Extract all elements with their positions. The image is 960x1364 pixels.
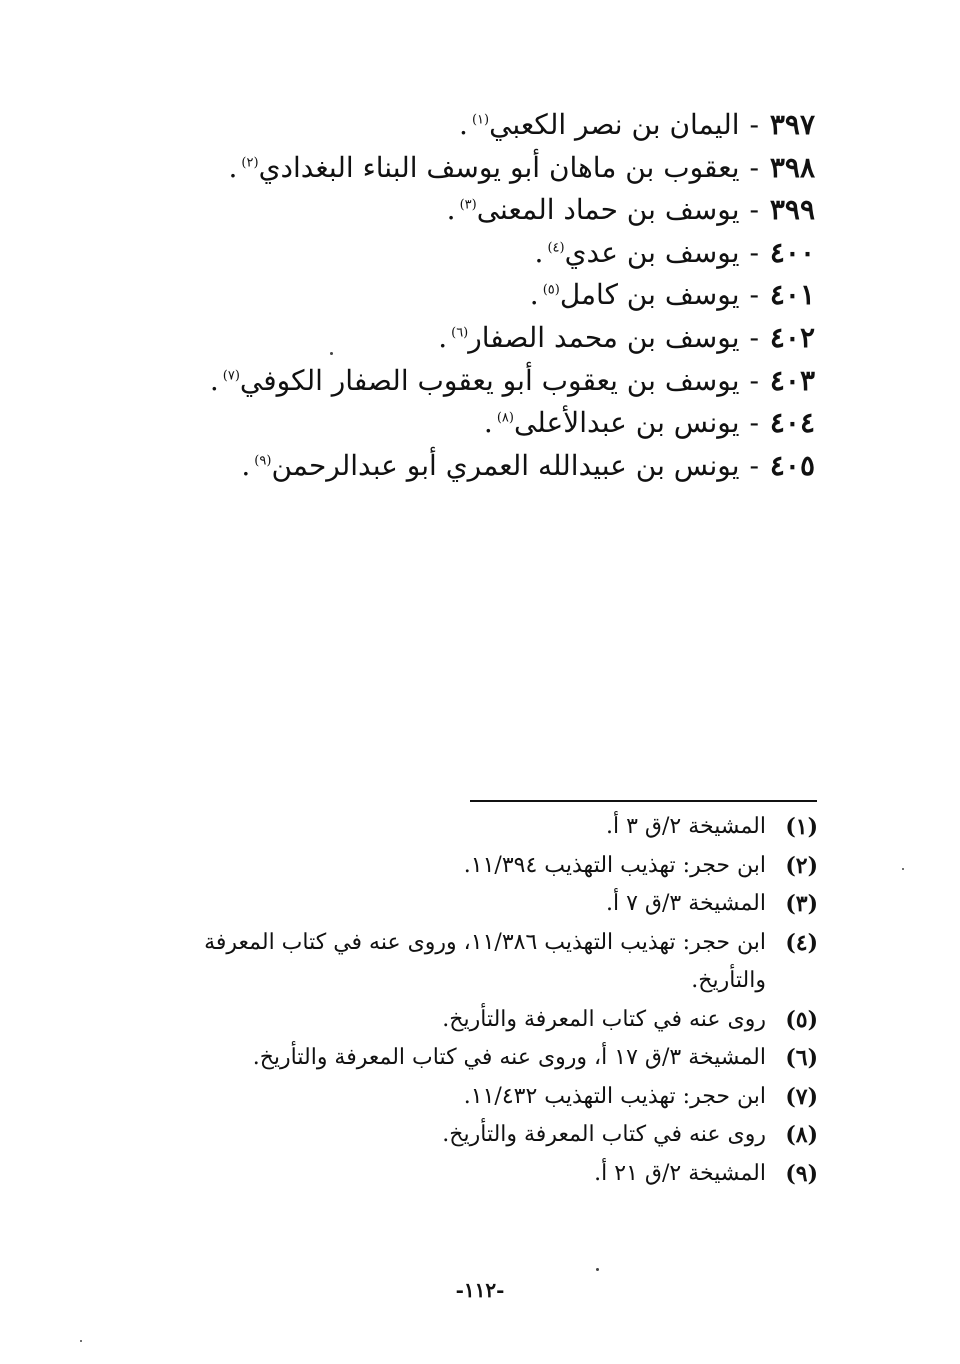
entry-terminator: . — [534, 235, 544, 269]
entry-name: يوسف بن عدي — [564, 235, 740, 269]
footnote-reference: (٥) — [542, 283, 560, 299]
entry-name: يونس بن عبدالأعلى — [513, 406, 740, 440]
entry-terminator: . — [459, 108, 468, 141]
footnote — [180, 1116, 818, 1155]
footnote-reference: (٦) — [451, 325, 469, 341]
footnote — [180, 847, 818, 886]
narrator-entry — [150, 147, 815, 190]
entry-number: ٣٩٧ — [769, 108, 815, 141]
scan-speck — [330, 352, 333, 355]
entry-number: ٤٠١ — [769, 278, 815, 312]
entry-number: ٣٩٨ — [769, 150, 815, 184]
entry-terminator: . — [529, 278, 539, 312]
scan-speck — [596, 1268, 599, 1271]
entry-separator: - — [749, 108, 759, 141]
footnote-text: المشيخة ٣/ق ١٧ أ، وروى عنه في كتاب المعرفة والتأريخ. — [252, 1045, 766, 1070]
scan-speck — [902, 868, 904, 870]
entry-separator: - — [749, 406, 759, 440]
footnote-reference: (٩) — [254, 453, 272, 469]
entry-number: ٤٠٥ — [769, 448, 815, 482]
entry-separator: - — [749, 193, 759, 227]
footnote-text: ابن حجر: تهذيب التهذيب ١١/٣٩٤. — [463, 852, 766, 878]
footnote-reference: (٨) — [496, 410, 514, 426]
footnote-number: (٥) — [785, 1006, 818, 1033]
footnote-text: المشيخة ٢/ق ٢١ أ. — [594, 1160, 766, 1186]
narrator-entry — [150, 445, 815, 488]
entry-separator: - — [749, 320, 759, 354]
narrator-list — [150, 104, 815, 487]
entry-separator: - — [749, 363, 759, 397]
footnote-number: (٢) — [785, 852, 818, 879]
entry-number: ٤٠٤ — [769, 406, 815, 440]
entry-terminator: . — [438, 320, 448, 354]
entry-number: ٣٩٩ — [769, 193, 815, 227]
entry-number: ٤٠٣ — [769, 363, 815, 397]
entry-name: يوسف بن كامل — [559, 278, 740, 312]
footnote-reference: (٤) — [547, 240, 565, 256]
entry-terminator: . — [483, 406, 493, 440]
footnote-text: ابن حجر: تهذيب التهذيب ١١/٣٨٦، وروى عنه في كتاب المعرفة والتأريخ. — [204, 929, 766, 993]
entry-name: يوسف بن يعقوب أبو يعقوب الصفار الكوفي — [239, 363, 740, 397]
footnote-number: (٦) — [785, 1045, 818, 1071]
footnote-text: روى عنه في كتاب المعرفة والتأريخ. — [442, 1006, 766, 1032]
footnote-number: (٧) — [785, 1083, 818, 1110]
scan-speck — [80, 1340, 82, 1342]
footnote-text: المشيخة ٢/ق ٣ أ. — [605, 814, 766, 839]
entry-terminator: . — [446, 193, 456, 227]
entry-terminator: . — [241, 448, 251, 482]
footnote-number: (٤) — [785, 929, 818, 956]
entry-name: يوسف بن محمد الصفار — [468, 320, 740, 354]
entry-name: يونس بن عبيدالله العمري أبو عبدالرحمن — [271, 448, 740, 482]
entry-number: ٤٠٢ — [769, 320, 815, 354]
narrator-entry — [150, 232, 815, 275]
footnote-text: روى عنه في كتاب المعرفة والتأريخ. — [442, 1122, 766, 1147]
entry-name: يوسف بن حماد المعنى — [476, 193, 740, 227]
footnote — [180, 885, 818, 924]
entry-name: يعقوب بن ماهان أبو يوسف البناء البغدادي — [258, 150, 740, 184]
narrator-entry — [150, 317, 815, 360]
footnote-reference: (١) — [471, 112, 490, 128]
narrator-entry — [150, 402, 815, 445]
narrator-entry — [150, 189, 815, 232]
footnote-text: ابن حجر: تهذيب التهذيب ١١/٤٣٢. — [463, 1083, 766, 1109]
footnote-text: المشيخة ٣/ق ٧ أ. — [605, 891, 766, 916]
narrator-entry — [150, 360, 815, 403]
narrator-entry — [150, 104, 815, 147]
footnote-number: (٣) — [785, 891, 818, 917]
footnotes-list — [180, 808, 818, 1193]
footnote-number: (٩) — [785, 1160, 818, 1187]
entry-separator: - — [749, 448, 759, 482]
footnote-number: (٨) — [785, 1122, 818, 1148]
entry-number: ٤٠٠ — [769, 235, 815, 269]
entry-separator: - — [749, 150, 759, 184]
entry-terminator: . — [228, 150, 238, 184]
footnote-reference: (٧) — [222, 368, 240, 384]
entry-terminator: . — [209, 363, 219, 397]
narrator-entry — [150, 274, 815, 317]
footnote-number: (١) — [785, 814, 818, 840]
footnote — [180, 1078, 818, 1117]
page-number: -١١٢- — [455, 1278, 505, 1302]
footnote-reference: (٣) — [459, 197, 477, 213]
footnote — [180, 808, 818, 847]
footnote — [180, 1001, 818, 1040]
entry-name: اليمان بن نصر الكعبي — [489, 108, 740, 141]
entry-separator: - — [749, 235, 759, 269]
footnote — [180, 924, 818, 1001]
entry-separator: - — [749, 278, 759, 312]
footnote-divider — [470, 800, 817, 802]
footnote — [180, 1155, 818, 1194]
footnote — [180, 1039, 818, 1078]
footnote-reference: (٢) — [241, 155, 259, 171]
